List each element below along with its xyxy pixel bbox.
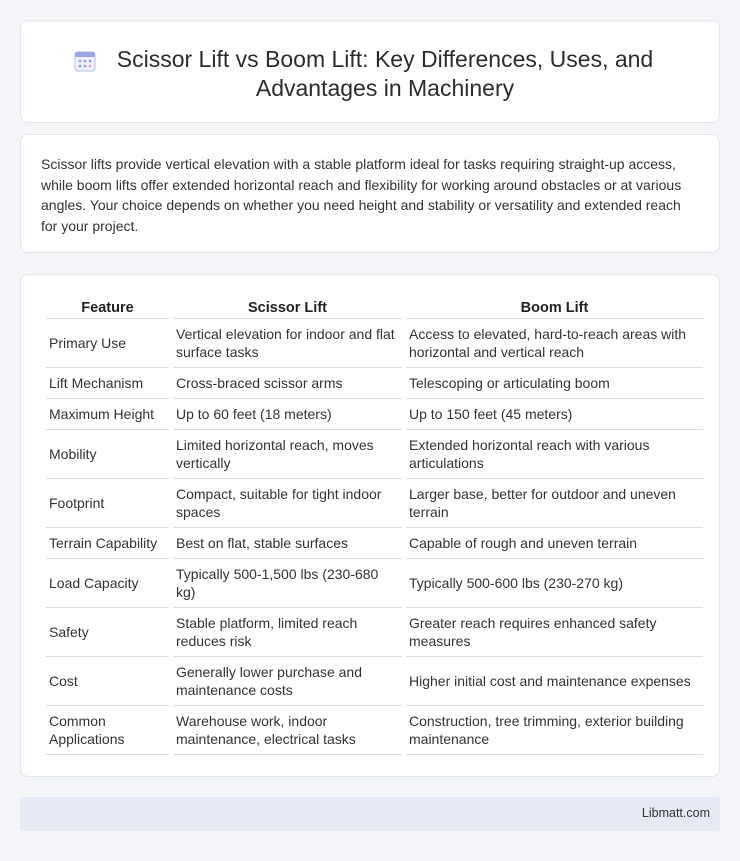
boom-lift-cell: Extended horizontal reach with various articulations xyxy=(406,430,703,479)
table-row xyxy=(46,368,703,399)
calendar-icon xyxy=(73,49,97,73)
table-card xyxy=(20,274,720,777)
feature-cell: Cost xyxy=(46,657,169,706)
table-header-row xyxy=(46,293,703,319)
feature-cell: Lift Mechanism xyxy=(46,368,169,399)
boom-lift-cell: Construction, tree trimming, exterior building maintenance xyxy=(406,706,703,755)
boom-lift-cell: Up to 150 feet (45 meters) xyxy=(406,399,703,430)
boom-lift-cell: Capable of rough and uneven terrain xyxy=(406,528,703,559)
intro-card xyxy=(20,134,720,253)
intro-paragraph: Scissor lifts provide vertical elevation with a stable platform ideal for tasks requiring straight-up access, while boom lifts offer extended horizontal reach and flexibility for working around obstacles or at various angles. Your choice depends on whether you need height and stability or versatility and extended reach for your project. xyxy=(41,156,682,234)
comparison-table xyxy=(42,293,707,755)
boom-lift-cell: Greater reach requires enhanced safety measures xyxy=(406,608,703,657)
scissor-lift-cell: Best on flat, stable surfaces xyxy=(173,528,402,559)
table-row xyxy=(46,706,703,755)
table-row xyxy=(46,430,703,479)
table-row xyxy=(46,657,703,706)
scissor-lift-cell: Limited horizontal reach, moves vertically xyxy=(173,430,402,479)
boom-lift-cell: Larger base, better for outdoor and uneven terrain xyxy=(406,479,703,528)
scissor-lift-cell: Vertical elevation for indoor and flat surface tasks xyxy=(173,319,402,368)
scissor-lift-cell: Warehouse work, indoor maintenance, electrical tasks xyxy=(173,706,402,755)
feature-cell: Terrain Capability xyxy=(46,528,169,559)
table-row xyxy=(46,479,703,528)
scissor-lift-cell: Generally lower purchase and maintenance costs xyxy=(173,657,402,706)
table-row xyxy=(46,608,703,657)
page-title: Scissor Lift vs Boom Lift: Key Differences, Uses, and Advantages in Machinery xyxy=(116,46,654,101)
boom-lift-cell: Access to elevated, hard-to-reach areas with horizontal and vertical reach xyxy=(406,319,703,368)
footer-site-link[interactable]: Libmatt.com xyxy=(641,806,710,820)
scissor-lift-cell: Cross-braced scissor arms xyxy=(173,368,402,399)
table-row xyxy=(46,528,703,559)
feature-cell: Footprint xyxy=(46,479,169,528)
boom-lift-cell: Telescoping or articulating boom xyxy=(406,368,703,399)
scissor-lift-cell: Typically 500-1,500 lbs (230-680 kg) xyxy=(173,559,402,608)
header-feature: Feature xyxy=(46,293,169,319)
table-row xyxy=(46,399,703,430)
boom-lift-cell: Higher initial cost and maintenance expenses xyxy=(406,657,703,706)
scissor-lift-cell: Compact, suitable for tight indoor spaces xyxy=(173,479,402,528)
footer-bar xyxy=(20,797,720,831)
feature-cell: Primary Use xyxy=(46,319,169,368)
feature-cell: Maximum Height xyxy=(46,399,169,430)
title-wrap xyxy=(21,45,719,103)
header-boom-lift: Boom Lift xyxy=(406,293,703,319)
feature-cell: Common Applications xyxy=(46,706,169,755)
scissor-lift-cell: Stable platform, limited reach reduces risk xyxy=(173,608,402,657)
scissor-lift-cell: Up to 60 feet (18 meters) xyxy=(173,399,402,430)
table-row xyxy=(46,319,703,368)
feature-cell: Safety xyxy=(46,608,169,657)
table-row xyxy=(46,559,703,608)
title-card xyxy=(20,20,720,123)
boom-lift-cell: Typically 500-600 lbs (230-270 kg) xyxy=(406,559,703,608)
feature-cell: Load Capacity xyxy=(46,559,169,608)
feature-cell: Mobility xyxy=(46,430,169,479)
header-scissor-lift: Scissor Lift xyxy=(173,293,402,319)
